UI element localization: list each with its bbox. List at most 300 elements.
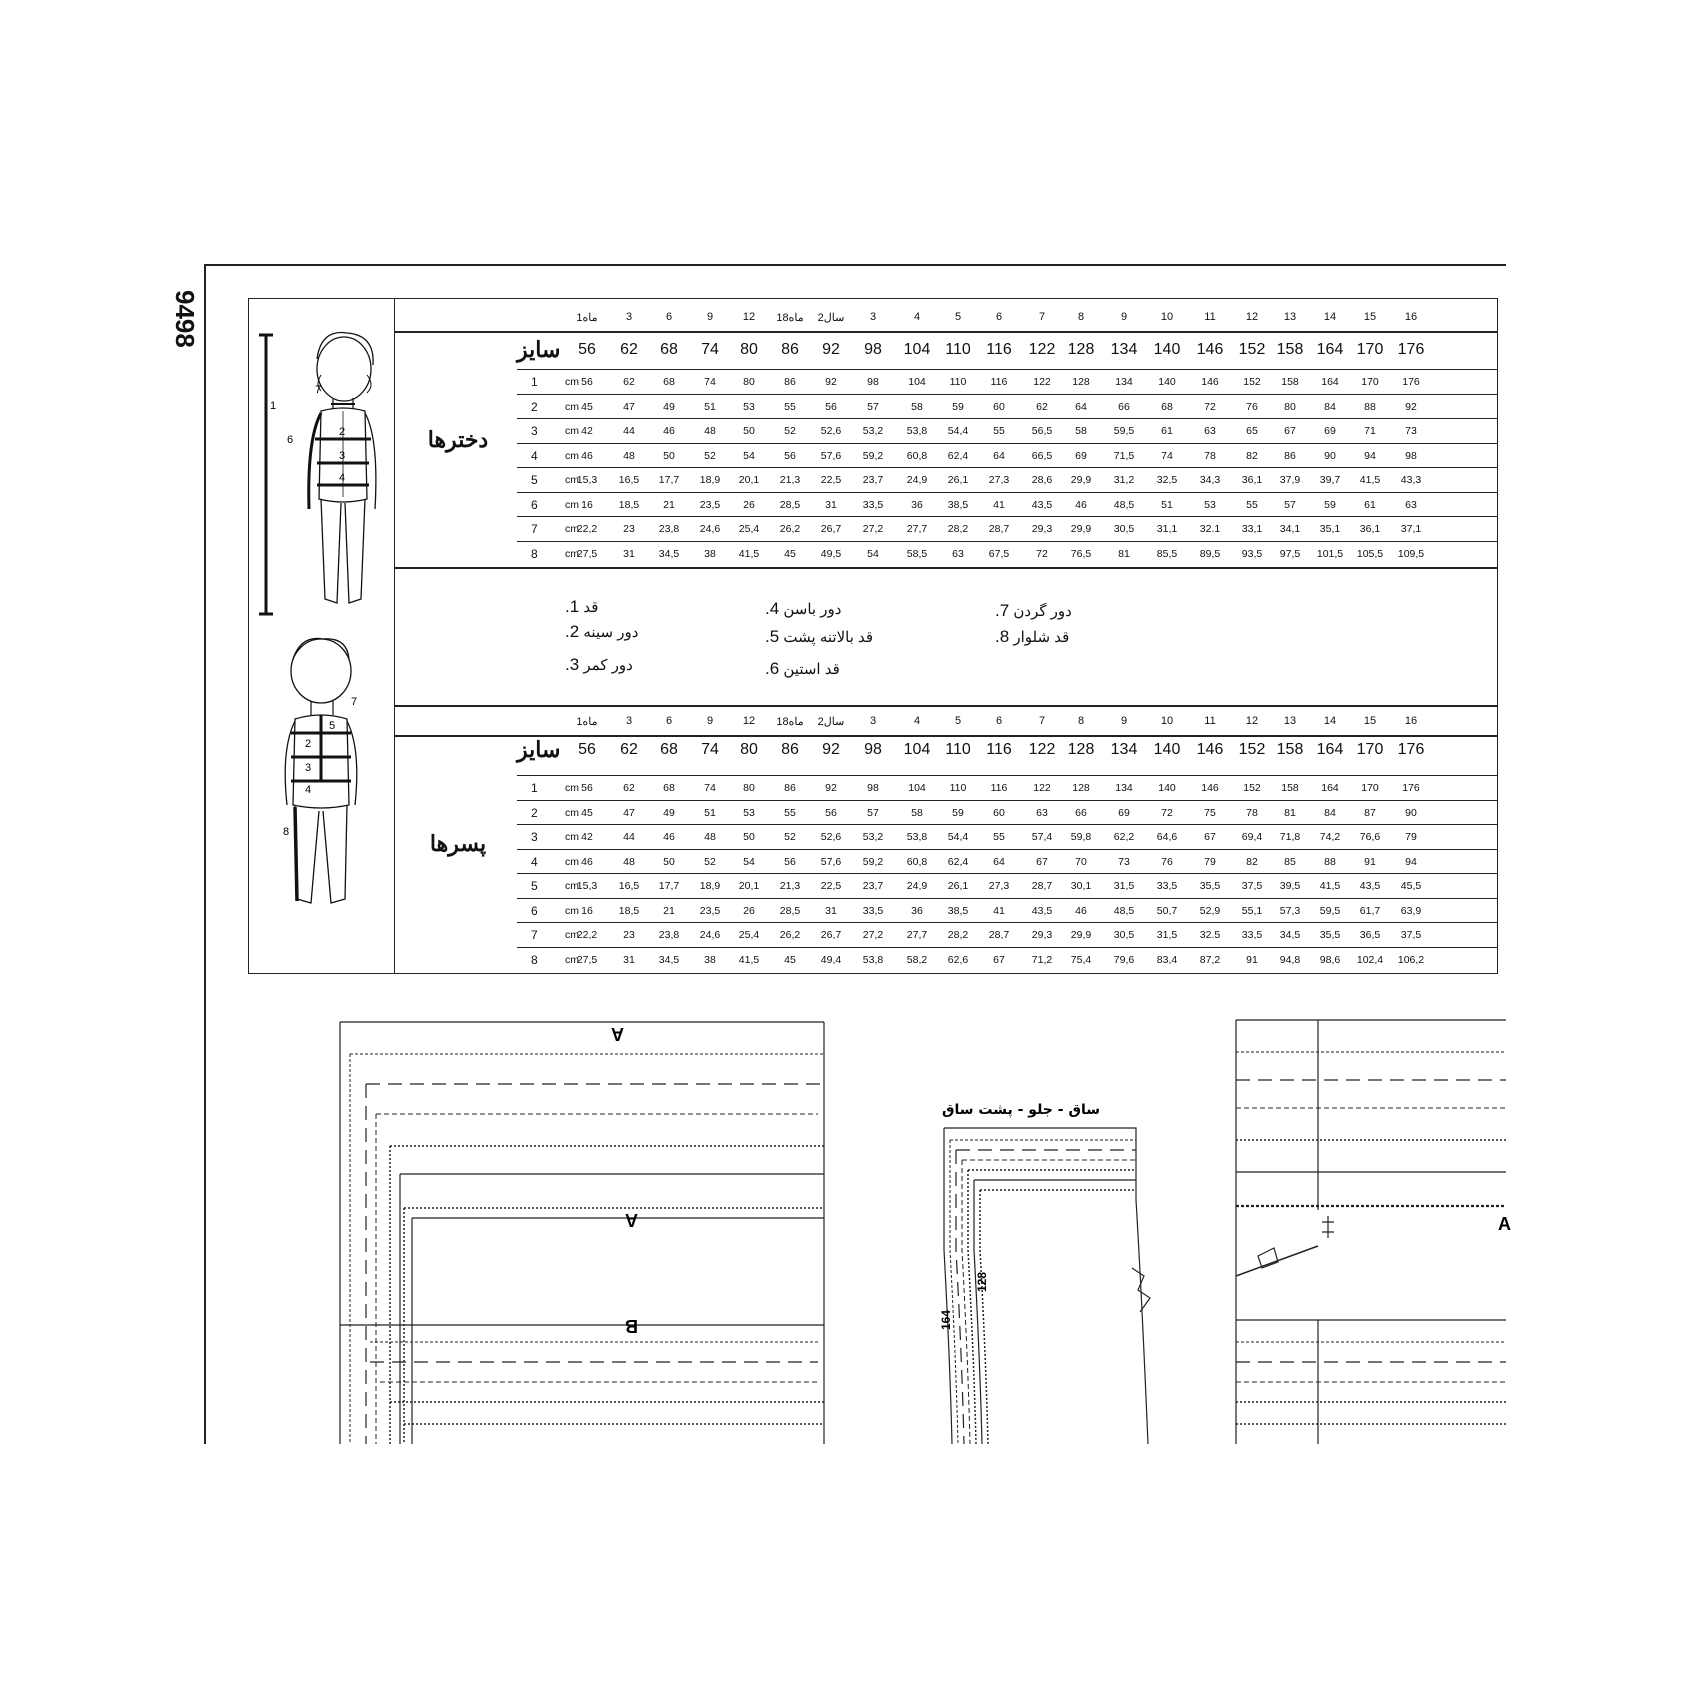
girls-row-unit: cm	[565, 425, 579, 437]
boys-value-cell: 49,4	[820, 953, 842, 966]
girls-size-cell: 62	[620, 341, 638, 358]
boys-value-cell: 104	[908, 782, 926, 794]
girls-age-cell: 3	[625, 311, 633, 323]
size-chart	[248, 298, 1498, 974]
boys-value-cell: 26,1	[947, 880, 969, 892]
girls-size-cell: 170	[1356, 341, 1384, 358]
girls-age-cell: 3	[869, 311, 877, 323]
girls-value-cell: 164	[1321, 376, 1339, 388]
girls-title: دخترها	[427, 427, 489, 452]
boys-row-number: 3	[531, 830, 538, 844]
boys-age-cell: 16	[1404, 715, 1418, 727]
boys-value-cell: 33,5	[862, 904, 884, 917]
girls-value-cell: 28,6	[1031, 474, 1053, 486]
girls-value-cell: 60	[993, 400, 1005, 413]
girls-age-cell: سال2	[817, 312, 845, 324]
girls-value-cell: 52	[704, 449, 716, 462]
girls-row-number: 4	[531, 448, 538, 463]
boys-value-cell: 27,3	[988, 880, 1010, 892]
boys-value-cell: 57,6	[820, 855, 842, 868]
girls-value-cell: 27,3	[988, 474, 1010, 486]
boys-value-cell: 41,5	[1319, 880, 1341, 892]
girls-value-cell: 34,3	[1199, 474, 1221, 486]
boys-value-cell: 49	[663, 806, 675, 819]
boys-size-cell: 176	[1397, 741, 1425, 758]
boys-value-cell: 80	[743, 782, 755, 794]
pattern-code: 9498	[170, 290, 200, 348]
legend-item: قد بالاتنه پشت 5.	[765, 627, 874, 646]
girls-size-cell: 116	[986, 341, 1012, 358]
girls-value-cell: 41,5	[1359, 474, 1381, 486]
girls-value-cell: 23,8	[658, 523, 680, 535]
girls-value-cell: 36,1	[1241, 474, 1263, 486]
girls-value-cell: 51	[704, 400, 716, 413]
boys-value-cell: 18,9	[699, 880, 721, 892]
boys-value-cell: 158	[1281, 782, 1299, 794]
boys-value-cell: 28,5	[779, 904, 801, 917]
girls-value-cell: 55	[993, 425, 1005, 437]
girls-age-cell: 15	[1363, 311, 1377, 323]
boys-value-cell: 66	[1075, 806, 1087, 819]
girls-row-unit: cm	[565, 400, 579, 413]
girls-row-unit: cm	[565, 474, 579, 486]
boys-value-cell: 102,4	[1356, 953, 1384, 966]
girls-size-cell: 80	[740, 341, 758, 358]
boy-number-8: 8	[283, 826, 290, 838]
boys-size-cell: 158	[1276, 741, 1304, 758]
boys-value-cell: 37,5	[1400, 929, 1422, 941]
boys-value-cell: 27,2	[862, 929, 884, 941]
boys-value-cell: 24,9	[906, 880, 928, 892]
girls-value-cell: 51	[1161, 498, 1173, 511]
girls-value-cell: 56	[784, 449, 796, 462]
boys-value-cell: 87,2	[1199, 953, 1221, 966]
boys-size-cell: 104	[903, 741, 931, 758]
girls-size-cell: 92	[822, 341, 840, 358]
boys-value-cell: 45	[581, 806, 593, 819]
boy-number-7: 7	[351, 696, 358, 708]
boys-row-number: 1	[531, 781, 538, 795]
boys-age-cell: 6	[665, 715, 673, 727]
legend-item: دور گردن 7.	[995, 601, 1072, 620]
girls-row-divider	[517, 443, 1497, 444]
girls-value-cell: 16	[581, 498, 593, 511]
boys-value-cell: 134	[1115, 782, 1133, 794]
girls-value-cell: 71,5	[1113, 449, 1135, 462]
boys-size-cell: 140	[1153, 741, 1181, 758]
girls-value-cell: 44	[623, 425, 635, 437]
boys-value-cell: 50,7	[1156, 904, 1178, 917]
girls-value-cell: 64	[1075, 400, 1087, 413]
boys-value-cell: 21	[663, 904, 675, 917]
boys-age-cell: ماه1	[576, 716, 598, 728]
boys-value-cell: 41	[993, 904, 1005, 917]
girls-value-cell: 93,5	[1241, 547, 1263, 560]
girls-value-cell: 22,5	[820, 474, 842, 486]
legend-item: دور باسن 4.	[765, 599, 842, 618]
girls-value-cell: 30,5	[1113, 523, 1135, 535]
pattern-note: ساق - جلو - پشت ساق	[942, 1102, 1100, 1118]
boys-value-cell: 67	[993, 953, 1005, 966]
girls-value-cell: 33,1	[1241, 523, 1263, 535]
boys-size-cell: 68	[660, 741, 678, 758]
girls-value-cell: 86	[1284, 449, 1296, 462]
girls-value-cell: 27,7	[906, 523, 928, 535]
girls-value-cell: 92	[1405, 400, 1417, 413]
girls-value-cell: 53	[1204, 498, 1216, 511]
girls-value-cell: 57,6	[820, 449, 842, 462]
girls-value-cell: 88	[1364, 400, 1376, 413]
girls-value-cell: 59	[952, 400, 964, 413]
boys-value-cell: 57	[867, 806, 879, 819]
boys-value-cell: 79	[1204, 855, 1216, 868]
boys-size-cell: 92	[822, 741, 840, 758]
boys-value-cell: 35,5	[1319, 929, 1341, 941]
boys-value-cell: 22,2	[576, 929, 598, 941]
boys-value-cell: 17,7	[658, 880, 680, 892]
boys-row-number: 4	[531, 854, 538, 869]
boys-value-cell: 16	[581, 904, 593, 917]
boys-value-cell: 45	[784, 953, 796, 966]
boys-value-cell: 67	[1204, 831, 1216, 843]
girls-value-cell: 60,8	[906, 449, 928, 462]
size-128: 128	[975, 1271, 989, 1292]
girls-value-cell: 65	[1246, 425, 1258, 437]
boys-value-cell: 29,3	[1031, 929, 1053, 941]
boys-row-divider	[517, 873, 1497, 874]
girls-value-cell: 23	[623, 523, 635, 535]
girls-value-cell: 110	[949, 376, 967, 388]
girls-value-cell: 49	[663, 400, 675, 413]
girls-value-cell: 116	[990, 376, 1008, 388]
girls-size-cell: 146	[1196, 341, 1224, 358]
girls-value-cell: 43,3	[1400, 474, 1422, 486]
girls-value-cell: 29,9	[1070, 523, 1092, 535]
boys-size-cell: 134	[1110, 741, 1138, 758]
girls-value-cell: 128	[1072, 376, 1090, 388]
boys-value-cell: 45,5	[1400, 880, 1422, 892]
boys-row-divider	[517, 947, 1497, 948]
girls-value-cell: 74	[1161, 449, 1173, 462]
girls-row-number: 3	[531, 424, 538, 438]
girls-value-cell: 15,3	[576, 474, 598, 486]
boys-row-divider	[517, 824, 1497, 825]
girls-value-cell: 176	[1402, 376, 1420, 388]
girls-value-cell: 73	[1405, 425, 1417, 437]
boys-size-cell: 98	[864, 741, 882, 758]
boys-value-cell: 82	[1246, 855, 1258, 868]
boys-value-cell: 87	[1364, 806, 1376, 819]
girls-value-cell: 34,1	[1279, 523, 1301, 535]
girls-value-cell: 158	[1281, 376, 1299, 388]
girls-value-cell: 54,4	[947, 425, 969, 437]
pattern-piece-left	[340, 1022, 824, 1444]
girls-value-cell: 69	[1075, 449, 1087, 462]
boys-row-unit: cm	[565, 855, 579, 868]
girls-value-cell: 45	[784, 547, 796, 560]
boys-age-cell: 7	[1038, 715, 1046, 727]
boys-row-number: 7	[531, 928, 538, 942]
boys-age-cell: 11	[1204, 715, 1216, 727]
girls-value-cell: 33,5	[862, 498, 884, 511]
boys-value-cell: 24,6	[699, 929, 721, 941]
boys-age-cell: 13	[1283, 715, 1297, 727]
boys-value-cell: 122	[1033, 782, 1051, 794]
girls-value-cell: 21	[663, 498, 675, 511]
girls-row-divider	[517, 467, 1497, 468]
boys-value-cell: 90	[1405, 806, 1417, 819]
boys-row-number: 5	[531, 879, 538, 893]
girls-size-cell: 68	[660, 341, 678, 358]
boys-value-cell: 55	[784, 806, 796, 819]
boys-value-cell: 128	[1072, 782, 1090, 794]
boys-value-cell: 76,6	[1359, 831, 1381, 843]
boys-value-cell: 88	[1324, 855, 1336, 868]
boys-value-cell: 25,4	[738, 929, 760, 941]
girls-value-cell: 76	[1246, 400, 1258, 413]
boys-value-cell: 43,5	[1359, 880, 1381, 892]
boys-value-cell: 23,7	[862, 880, 884, 892]
girls-value-cell: 63	[952, 547, 964, 560]
boys-size-cell: 122	[1028, 741, 1056, 758]
boys-value-cell: 56	[825, 806, 837, 819]
girls-value-cell: 58	[1075, 425, 1087, 437]
boys-value-cell: 50	[743, 831, 755, 843]
boys-value-cell: 55	[993, 831, 1005, 843]
boys-row-divider	[517, 922, 1497, 923]
boys-value-cell: 30,1	[1070, 880, 1092, 892]
girls-value-cell: 37,1	[1400, 523, 1422, 535]
boys-value-cell: 116	[990, 782, 1008, 794]
boys-value-cell: 48	[704, 831, 716, 843]
girls-value-cell: 63	[1405, 498, 1417, 511]
boys-value-cell: 28,2	[947, 929, 969, 941]
boys-value-cell: 164	[1321, 782, 1339, 794]
boys-row-unit: cm	[565, 904, 579, 917]
girls-value-cell: 61	[1161, 425, 1173, 437]
girls-value-cell: 62,4	[947, 449, 969, 462]
girls-value-cell: 140	[1158, 376, 1176, 388]
boys-value-cell: 170	[1361, 782, 1379, 794]
girls-value-cell: 28,5	[779, 498, 801, 511]
girls-value-cell: 58	[911, 400, 923, 413]
boys-value-cell: 60,8	[906, 855, 928, 868]
girls-value-cell: 134	[1115, 376, 1133, 388]
boys-value-cell: 53,8	[862, 953, 884, 966]
boys-size-label: سایز	[517, 737, 561, 762]
boys-value-cell: 38	[704, 953, 716, 966]
girls-row-unit: cm	[565, 376, 579, 388]
boys-value-cell: 54	[743, 855, 755, 868]
girls-age-cell: 12	[1245, 311, 1259, 323]
boys-value-cell: 81	[1284, 806, 1296, 819]
girls-value-cell: 50	[743, 425, 755, 437]
girls-value-cell: 59	[1324, 498, 1336, 511]
girls-value-cell: 50	[663, 449, 675, 462]
girls-value-cell: 46	[663, 425, 675, 437]
legend-top-divider	[395, 567, 1497, 569]
boys-value-cell: 42	[581, 831, 593, 843]
boys-value-cell: 56	[784, 855, 796, 868]
boy-figure	[249, 629, 395, 929]
boys-value-cell: 46	[1075, 904, 1087, 917]
girls-value-cell: 122	[1033, 376, 1051, 388]
girls-value-cell: 72	[1036, 547, 1048, 560]
boys-value-cell: 67	[1036, 855, 1048, 868]
boys-value-cell: 51	[704, 806, 716, 819]
boys-value-cell: 37,5	[1241, 880, 1263, 892]
girls-value-cell: 26,7	[820, 523, 842, 535]
boys-value-cell: 20,1	[738, 880, 760, 892]
boys-row-divider	[517, 775, 1497, 776]
girls-row-divider	[517, 541, 1497, 542]
girls-row-divider	[517, 394, 1497, 395]
boys-value-cell: 52	[784, 831, 796, 843]
girls-row-number: 2	[531, 399, 538, 414]
girls-value-cell: 64	[993, 449, 1005, 462]
girls-value-cell: 78	[1204, 449, 1216, 462]
girls-value-cell: 101,5	[1316, 547, 1344, 560]
girls-row-divider	[517, 418, 1497, 419]
boys-value-cell: 64	[993, 855, 1005, 868]
girl-number-6: 6	[287, 434, 294, 446]
boys-value-cell: 106,2	[1397, 953, 1425, 966]
boys-value-cell: 71,8	[1279, 831, 1301, 843]
boys-age-cell: 6	[995, 715, 1003, 727]
girls-value-cell: 54	[867, 547, 879, 560]
boys-age-cell: ماه18	[776, 716, 804, 728]
girl-figure	[249, 299, 395, 619]
girls-size-cell: 164	[1316, 341, 1344, 358]
boy-number-2: 2	[305, 738, 312, 750]
boys-value-cell: 60	[993, 806, 1005, 819]
boys-value-cell: 176	[1402, 782, 1420, 794]
boys-value-cell: 83,4	[1156, 953, 1178, 966]
girls-value-cell: 31	[623, 547, 635, 560]
boys-value-cell: 54,4	[947, 831, 969, 843]
girls-age-cell: ماه18	[776, 312, 804, 324]
girls-value-cell: 17,7	[658, 474, 680, 486]
boys-value-cell: 52,6	[820, 831, 842, 843]
boys-value-cell: 23	[623, 929, 635, 941]
boys-value-cell: 63	[1036, 806, 1048, 819]
girls-size-cell: 176	[1397, 341, 1425, 358]
boys-age-cell: 3	[869, 715, 877, 727]
girls-row-number: 8	[531, 546, 538, 561]
boys-value-cell: 35,5	[1199, 880, 1221, 892]
label-a-top: A	[611, 1024, 624, 1044]
girls-age-cell: ماه1	[576, 312, 598, 324]
boys-value-cell: 28,7	[1031, 880, 1053, 892]
girls-value-cell: 98	[1405, 449, 1417, 462]
girls-age-cell: 14	[1323, 311, 1337, 323]
girls-value-cell: 92	[825, 376, 837, 388]
girls-value-cell: 46	[581, 449, 593, 462]
boys-value-cell: 41,5	[738, 953, 760, 966]
boys-size-cell: 56	[578, 741, 596, 758]
girls-value-cell: 48,5	[1113, 498, 1135, 511]
girls-value-cell: 36,1	[1359, 523, 1381, 535]
boys-value-cell: 85	[1284, 855, 1296, 868]
boys-value-cell: 58,2	[906, 953, 928, 966]
girls-value-cell: 104	[908, 376, 926, 388]
girls-value-cell: 26	[743, 498, 755, 511]
girls-value-cell: 27,2	[862, 523, 884, 535]
boys-value-cell: 59,8	[1070, 831, 1092, 843]
boys-size-cell: 116	[986, 741, 1012, 758]
boys-value-cell: 46	[581, 855, 593, 868]
girls-value-cell: 31	[825, 498, 837, 511]
girls-value-cell: 20,1	[738, 474, 760, 486]
boys-size-cell: 62	[620, 741, 638, 758]
boys-value-cell: 94,8	[1279, 953, 1301, 966]
boys-value-cell: 52,9	[1199, 904, 1221, 917]
boys-value-cell: 72	[1161, 806, 1173, 819]
boys-value-cell: 61,7	[1359, 904, 1381, 917]
boys-value-cell: 31,5	[1113, 880, 1135, 892]
girls-value-cell: 52	[784, 425, 796, 437]
boys-row-number: 6	[531, 903, 538, 918]
boys-value-cell: 62,2	[1113, 831, 1135, 843]
girls-age-cell: 13	[1283, 311, 1297, 323]
boys-value-cell: 26,7	[820, 929, 842, 941]
girls-value-cell: 42	[581, 425, 593, 437]
boys-value-cell: 75	[1204, 806, 1216, 819]
legend-item: قد شلوار 8.	[995, 627, 1070, 646]
girls-value-cell: 41,5	[738, 547, 760, 560]
boys-row-unit: cm	[565, 953, 579, 966]
girls-row-number: 6	[531, 497, 538, 512]
boy-number-4: 4	[305, 784, 312, 796]
boys-value-cell: 48	[623, 855, 635, 868]
girls-row-number: 1	[531, 375, 538, 389]
boys-row-unit: cm	[565, 831, 579, 843]
girls-size-cell: 128	[1067, 341, 1095, 358]
boys-row-unit: cm	[565, 782, 579, 794]
boys-value-cell: 55,1	[1241, 904, 1263, 917]
boys-value-cell: 22,5	[820, 880, 842, 892]
girls-size-cell: 140	[1153, 341, 1181, 358]
boys-age-cell: 12	[1245, 715, 1259, 727]
boys-title: پسرها	[429, 831, 487, 856]
girls-value-cell: 170	[1361, 376, 1379, 388]
girls-value-cell: 61	[1364, 498, 1376, 511]
pattern-piece-right	[1236, 1020, 1506, 1444]
girls-value-cell: 18,5	[618, 498, 640, 511]
girls-value-cell: 56	[825, 400, 837, 413]
girls-age-cell: 6	[995, 311, 1003, 323]
girls-value-cell: 29,3	[1031, 523, 1053, 535]
boys-value-cell: 33,5	[1156, 880, 1178, 892]
boys-size-cell: 80	[740, 741, 758, 758]
girls-value-cell: 82	[1246, 449, 1258, 462]
girls-value-cell: 72	[1204, 400, 1216, 413]
boys-value-cell: 152	[1243, 782, 1261, 794]
girls-value-cell: 48	[623, 449, 635, 462]
girls-header-divider	[395, 331, 1497, 333]
boys-value-cell: 34,5	[1279, 929, 1301, 941]
girls-value-cell: 23,5	[699, 498, 721, 511]
girls-age-cell: 16	[1404, 311, 1418, 323]
girls-size-cell: 158	[1276, 341, 1304, 358]
boys-value-cell: 140	[1158, 782, 1176, 794]
girls-row-unit: cm	[565, 498, 579, 511]
boys-value-cell: 91	[1246, 953, 1258, 966]
girls-value-cell: 41	[993, 498, 1005, 511]
girls-age-cell: 4	[913, 311, 921, 323]
girls-size-cell: 134	[1110, 341, 1138, 358]
boys-value-cell: 69	[1118, 806, 1130, 819]
